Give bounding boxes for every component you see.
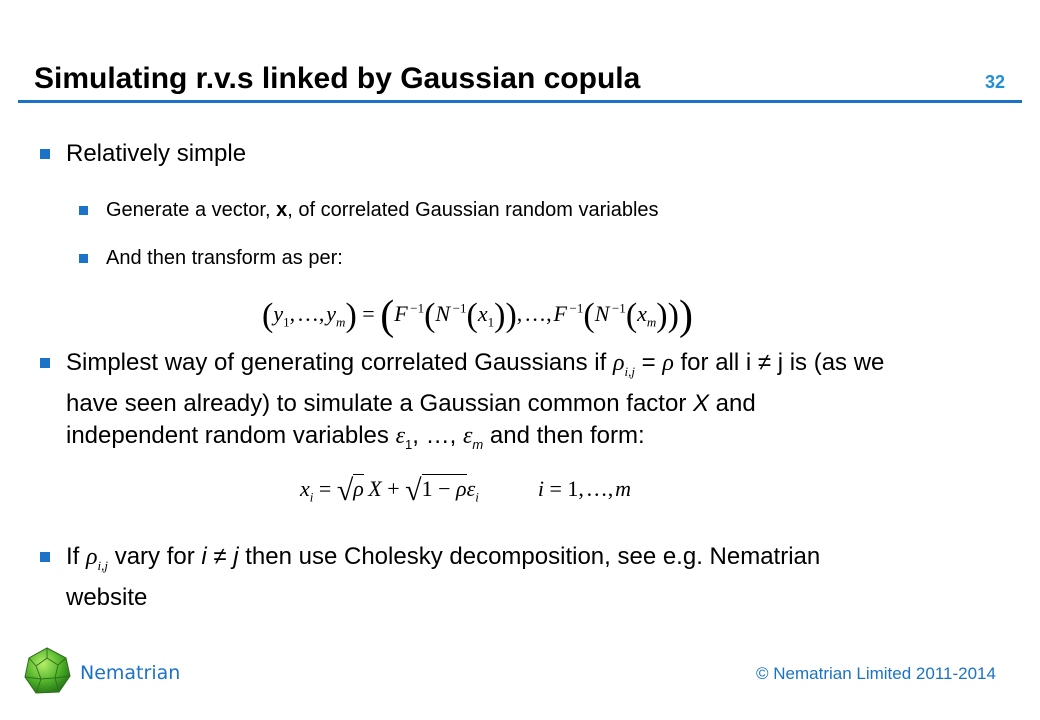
common-factor-x: X bbox=[692, 389, 709, 417]
bullet-text-mid: for all i bbox=[673, 349, 758, 376]
subbullet-transform bbox=[106, 245, 343, 271]
rho-ij-symbol: $\rho_{i,j}$ bbox=[612, 350, 635, 379]
bullet-text-line2: have seen already) to simulate a Gaussian common factor bbox=[66, 389, 693, 417]
vector-x: x bbox=[276, 199, 288, 221]
rho-ij-symbol: $\rho_{i,j}$ bbox=[86, 544, 109, 573]
bullet-text-line3-end: and then form: bbox=[489, 421, 645, 449]
bullet-relatively-simple bbox=[66, 138, 246, 170]
slide-title: Simulating r.v.s linked by Gaussian copula bbox=[34, 62, 641, 95]
equation-transform: ($y_1$, …, $y_m) = (F$ $^{-1}$(N $^{-1}(x_1)$), …, F $^{-1}$(N $^{-1}(x_m)$)) bbox=[262, 293, 693, 339]
bullet-text-mid: vary for bbox=[108, 543, 202, 570]
bullet-marker-icon bbox=[40, 358, 50, 368]
bullet-marker-icon bbox=[40, 552, 50, 562]
bullet-text-line2-end: and bbox=[709, 389, 756, 417]
bullet-text-end: then use Cholesky decomposition, see e.g. Nematrian bbox=[238, 543, 821, 570]
not-equal-symbol: ≠ bbox=[757, 349, 772, 376]
bullet-text-end: j is (as we bbox=[771, 349, 885, 376]
subbullet-text: And then transform as per: bbox=[106, 247, 343, 269]
footer-copyright: © Nematrian Limited 2011-2014 bbox=[756, 664, 996, 683]
bullet-text: If bbox=[66, 543, 87, 570]
bullet-text-line3: independent random variables bbox=[66, 421, 396, 449]
not-equal-symbol: ≠ bbox=[213, 543, 227, 570]
footer-brand: Nematrian bbox=[80, 662, 181, 684]
subbullet-generate-vector bbox=[106, 197, 659, 223]
slide-number: 32 bbox=[985, 72, 1006, 92]
subbullet-marker-icon bbox=[79, 206, 88, 215]
subbullet-text-end: , of correlated Gaussian random variables bbox=[287, 199, 659, 221]
title-underline bbox=[18, 100, 1022, 103]
bullet-text: Relatively simple bbox=[66, 140, 247, 167]
epsilon-symbol: ε bbox=[395, 422, 406, 449]
bullet-simplest-way: Simplest way of generating correlated Gaussians if $\rho_{i,j} = \rho$ for all i ≠ j is (as we have seen already) to simulate a Gaussian common factor X and independent random variables $\varepsilon_1$, …, $\varepsilon_m$ and then form: bbox=[66, 347, 996, 461]
subbullet-marker-icon bbox=[79, 254, 88, 263]
nematrian-logo-icon bbox=[22, 646, 72, 696]
subbullet-text: Generate a vector, bbox=[106, 199, 277, 221]
bullet-text: Simplest way of generating correlated Gaussians if bbox=[66, 349, 613, 376]
bullet-cholesky: If $\rho_{i,j}$ vary for i ≠ j then use Cholesky decomposition, see e.g. Nematrian website bbox=[66, 541, 996, 614]
bullet-marker-icon bbox=[40, 149, 50, 159]
equation-common-factor: $x_i = √\rho$ $X + √1 - \rho\varepsilon_i$ i = 1, …, m bbox=[300, 474, 631, 507]
rho-symbol: ρ bbox=[662, 350, 674, 376]
bullet-text-line2: website bbox=[66, 583, 148, 611]
epsilon-symbol: ε bbox=[462, 422, 473, 449]
